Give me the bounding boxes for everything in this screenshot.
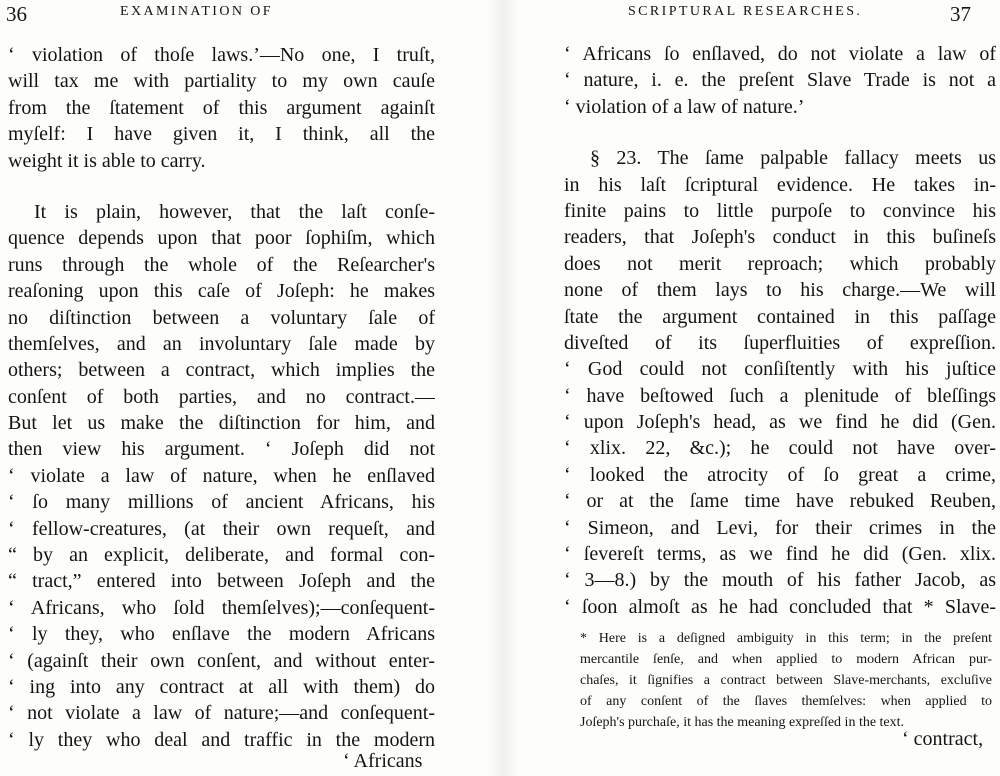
right-page-text (564, 41, 996, 620)
text-line: ‘ have beſtowed ſuch a plenitude of bleſſings (564, 384, 996, 407)
text-line: finite pains to little purpoſe to convince his (564, 199, 996, 222)
left-page-text (8, 42, 435, 753)
text-line: ‘ ſoon almoſt as he had concluded that * Slave- (564, 595, 996, 618)
text-line: ‘ nature, i. e. the preſent Slave Trade is not a (564, 69, 996, 92)
text-line: ‘ ing into any contract at all with them) do (8, 675, 435, 698)
text-line: in his laſt ſcriptural evidence. He takes in- (564, 173, 996, 196)
right-running-head: SCRIPTURAL RESEARCHES. (628, 4, 863, 19)
footnote-line: of any conſent of the ſlaves themſelves: when applied to (580, 694, 992, 709)
footnote-line: chaſes, it ſignifies a contract between Slave-merchants, excluſive (580, 673, 992, 688)
text-line: runs through the whole of the Reſearcher's (8, 253, 435, 276)
text-line: themſelves, and an involuntary ſale made by (8, 332, 435, 355)
text-line: ‘ Africans, who ſold themſelves);—conſequent- (8, 596, 435, 619)
text-line: does not merit reproach; which probably (564, 252, 996, 275)
text-line: myſelf: I have given it, I think, all the (8, 123, 435, 146)
left-catchword: ‘ Africans (343, 750, 423, 772)
footnote-line: mercantile ſenſe, and when applied to modern African pur- (580, 652, 992, 667)
footnote (580, 628, 992, 733)
right-catchword: ‘ contract, (902, 728, 984, 750)
footnote-line: * Here is a deſigned ambiguity in this term; in the preſent (580, 631, 992, 646)
text-line: others; between a contract, which implies the (8, 359, 435, 382)
text-line: weight it is able to carry. (8, 149, 206, 172)
text-line: It is plain, however, that the laſt conſe- (34, 200, 435, 223)
section-start-line: § 23. The ſame palpable fallacy meets us (590, 147, 996, 170)
text-line: conſent of both parties, and no contract.— (8, 385, 435, 408)
footnote-line: Joſeph's purchaſe, it has the meaning expreſſed in the text. (580, 715, 905, 730)
text-line: will tax me with partiality to my own cauſe (8, 70, 435, 93)
book-gutter (486, 0, 520, 776)
paragraph-break (564, 120, 996, 145)
text-line: diveſted of its ſuperfluities of expreſſion. (564, 331, 996, 354)
text-line: But let us make the diſtinction for him, and (8, 412, 435, 435)
text-line: ‘ xlix. 22, &c.); he could not have over- (564, 437, 996, 460)
text-line: ‘ ly they who deal and traffic in the modern (8, 728, 435, 751)
paragraph-break (8, 174, 435, 199)
text-line: ‘ ly they, who enſlave the modern Africans (8, 623, 435, 646)
text-line: no diſtinction between a voluntary ſale of (8, 306, 435, 329)
left-running-head: EXAMINATION OF (120, 4, 273, 19)
text-line: ‘ violate a law of nature, when he enſlaved (8, 464, 435, 487)
text-line: ‘ Simeon, and Levi, for their crimes in the (564, 516, 996, 539)
text-line: “ by an explicit, deliberate, and formal con- (8, 544, 435, 567)
right-page-number: 37 (950, 2, 971, 26)
text-line: quence depends upon that poor ſophiſm, which (8, 227, 435, 250)
text-line: none of them lays to his charge.—We will (564, 279, 996, 302)
text-line: ‘ 3—8.) by the mouth of his father Jacob, as (564, 569, 996, 592)
text-line: ‘ fellow-creatures, (at their own requeſt, and (8, 517, 435, 540)
text-line: ‘ God could not conſiſtently with his juſtice (564, 358, 996, 381)
text-line: from the ſtatement of this argument againſt (8, 96, 435, 119)
text-line: ‘ looked the atrocity of ſo great a crime, (564, 463, 996, 486)
text-line: reaſoning upon this caſe of Joſeph: he makes (8, 280, 435, 303)
text-line: ‘ violation of a law of nature.’ (564, 95, 805, 118)
text-line: ſtate the argument contained in this paſſage (564, 305, 996, 328)
text-line: then view his argument. ‘ Joſeph did not (8, 438, 435, 461)
text-line: ‘ (againſt their own conſent, and without enter- (8, 649, 435, 672)
text-line: readers, that Joſeph's conduct in this buſineſs (564, 226, 996, 249)
text-line: ‘ violation of thoſe laws.’—No one, I truſt, (8, 44, 435, 66)
text-line: ‘ Africans ſo enſlaved, do not violate a law of (564, 43, 996, 65)
text-line: “ tract,” entered into between Joſeph and the (8, 570, 435, 593)
text-line: ‘ ſo many millions of ancient Africans, his (8, 491, 435, 514)
left-page-number: 36 (6, 2, 27, 26)
text-line: ‘ upon Joſeph's head, as we find he did (Gen. (564, 411, 996, 434)
text-line: ‘ or at the ſame time have rebuked Reuben, (564, 490, 996, 513)
text-line: ‘ not violate a law of nature;—and conſequent- (8, 702, 435, 725)
text-line: ‘ ſevereſt terms, as we find he did (Gen. xlix. (564, 543, 996, 566)
